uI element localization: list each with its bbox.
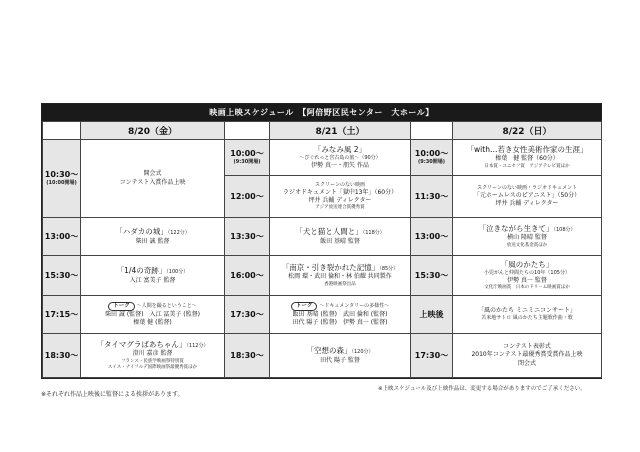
program-cell: トーク 〜ドキュメンタリーの多様性〜 飯田 基晴 (監督) 武田 倫和 (監督) 田代 陽子 (監督) 伊勢 真一 (監督)	[270, 296, 411, 334]
time-slot: 12:00〜	[225, 176, 270, 218]
talk-badge: トーク	[108, 302, 135, 311]
time-slot: 16:00〜	[225, 256, 270, 296]
program-cell: 「ハダカの城」（122分） 柴田 誠 監督	[81, 218, 225, 256]
time-slot: 13:00〜	[43, 218, 81, 256]
talk-badge: トーク	[291, 302, 318, 311]
time-slot: 17:30〜	[225, 296, 270, 334]
program-cell: スクリーンのない映画 ラジオドキュメント「獄中13年」（60分） 坪井 兵輔 ディレクター アジア放送連合賞優秀賞	[270, 176, 411, 218]
time-slot: 17:15〜	[43, 296, 81, 334]
program-cell: 「1/4の奇跡」（100分） 入江 富美子 監督	[81, 256, 225, 296]
time-slot: 13:30〜	[225, 218, 270, 256]
day-header-0820: 8/20（金）	[81, 122, 225, 140]
day-header-0821: 8/21（土）	[270, 122, 411, 140]
program-cell: 「風のかたち」 小児がんと仲間たちの10年（105分） 伊勢 真一 監督 文化庁映画賞 日本のドリーム映画賞ほか	[453, 256, 602, 296]
header-spacer	[43, 122, 81, 140]
program-cell: コンテスト表彰式 2010年コンテスト最優秀賞受賞作品上映 閉会式	[453, 334, 602, 378]
program-cell: 開会式 コンテスト入賞作品上映	[81, 140, 225, 218]
footnote-left: ※それぞれ作品上映後に監督による挨拶があります。	[41, 391, 184, 398]
schedule-table-container	[41, 103, 602, 379]
time-slot: 10:00〜 (9:30開場)	[411, 140, 453, 176]
day-header-0822: 8/22（日）	[453, 122, 602, 140]
program-cell: 「みなみ風 2」 〜ぴぐれっと宮古島の旅〜（90分） 伊勢 真一・朋矢 作品	[270, 140, 411, 176]
header-spacer	[225, 122, 270, 140]
program-cell: 「犬と猫と人間と」（118分） 飯田 基晴 監督	[270, 218, 411, 256]
program-cell: 「空想の森」（120分） 田代 陽子 監督	[270, 334, 411, 378]
time-slot: 11:30〜	[411, 176, 453, 218]
program-cell: 「with…若き女性美術作家の生涯」 榛葉 健 監督（60分） 日本賞・ユニセフ賞 アジアテレビ賞ほか	[453, 140, 602, 176]
program-cell: 「風のかたち ミニミニコンサート」 苫米地サトロ 風のかたち主題歌作曲・歌	[453, 296, 602, 334]
program-cell: スクリーンのない映画・ラジオドキュメント 「元ホームレスのピアニスト」（50分） 坪井 兵輔 ディレクター	[453, 176, 602, 218]
time-slot: 13:00〜	[411, 218, 453, 256]
time-slot: 15:30〜	[411, 256, 453, 296]
time-slot: 15:30〜	[43, 256, 81, 296]
schedule-table	[42, 121, 602, 378]
program-cell: 「泣きながら生きて」（108分） 横山 隆晴 監督 放送文化基金賞ほか	[453, 218, 602, 256]
program-cell: 「南京・引き裂かれた記憶」（85分） 松岡 環・武田 倫和・林 伯耀 共同製作 香港映画祭出品	[270, 256, 411, 296]
program-cell: 「タイマグラばあちゃん」（112分） 澄川 嘉彦 監督 フランス・民族学映画祭特別賞 スイス・ナイフルデ国際映画祭最優秀賞ほか	[81, 334, 225, 378]
schedule-title: 映画上映スケジュール 【阿倍野区民センター 大ホール】	[42, 104, 601, 121]
header-spacer	[411, 122, 453, 140]
time-slot: 17:30〜	[411, 334, 453, 378]
time-slot: 10:00〜 (9:30開場)	[225, 140, 270, 176]
program-cell: トーク 〜人間を撮るということ〜 柴田 誠 (監督) 入江 冨美子 (監督) 榛葉 健 (監督)	[81, 296, 225, 334]
time-slot: 10:30〜 (10:00開場)	[43, 140, 81, 218]
time-slot: 18:30〜	[225, 334, 270, 378]
time-slot: 18:30〜	[43, 334, 81, 378]
footnote-right: ※上映スケジュール及び上映作品は、変更する場合がありますのでご了承ください。	[378, 386, 586, 392]
time-slot: 上映後	[411, 296, 453, 334]
